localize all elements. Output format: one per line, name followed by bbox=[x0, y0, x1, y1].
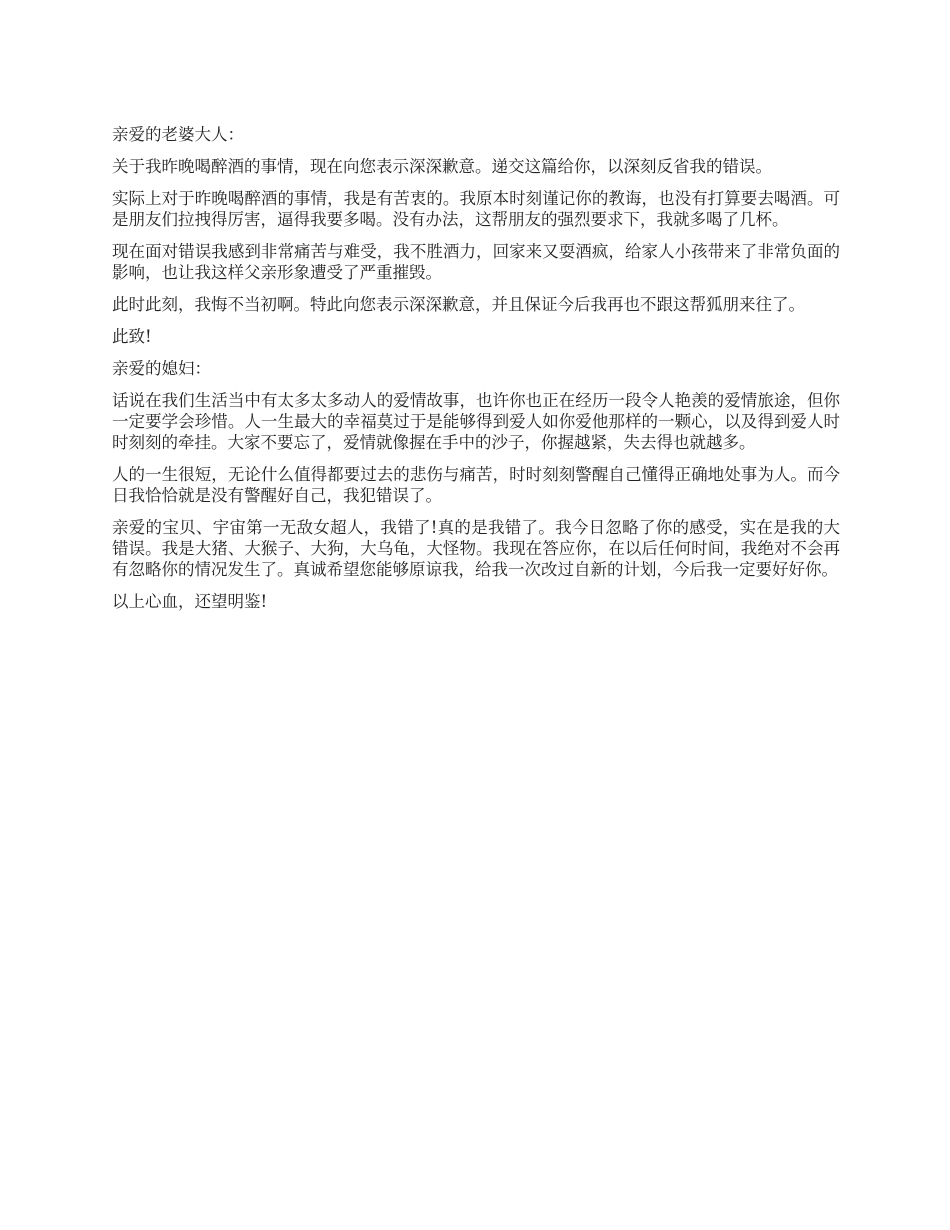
document-body bbox=[112, 124, 840, 623]
paragraph-love-story: 话说在我们生活当中有太多太多动人的爱情故事，也许你也正在经历一段令人艳羡的爱情旅途，但你一定要学会珍惜。人一生最大的幸福莫过于是能够得到爱人如你爱他那样的一颗心，以及得到爱人时时刻刻的牵挂。大家不要忘了，爱情就像握在手中的沙子，你握越紧，失去得也就越多。 bbox=[112, 391, 840, 452]
paragraph-apology-intro: 关于我昨晚喝醉酒的事情，现在向您表示深深歉意。递交这篇给你，以深刻反省我的错误。 bbox=[112, 157, 772, 176]
paragraph-reason: 实际上对于昨晚喝醉酒的事情，我是有苦衷的。我原本时刻谨记你的教诲，也没有打算要去喝酒。可是朋友们拉拽得厉害，逼得我要多喝。没有办法，这帮朋友的强烈要求下，我就多喝了几杯。 bbox=[112, 189, 840, 229]
paragraph-consequence: 现在面对错误我感到非常痛苦与难受，我不胜酒力，回家来又耍酒疯，给家人小孩带来了非常负面的影响，也让我这样父亲形象遭受了严重摧毁。 bbox=[112, 242, 840, 282]
salutation-wife: 亲爱的老婆大人： bbox=[112, 125, 244, 144]
paragraph-sorry: 亲爱的宝贝、宇宙第一无敌女超人，我错了!真的是我错了。我今日忽略了你的感受，实在是我的大错误。我是大猪、大猴子、大狗，大乌龟，大怪物。我现在答应你，在以后任何时间，我绝对不会再有忽略你的情况发生了。真诚希望您能够原谅我，给我一次改过自新的计划，今后我一定要好好你。 bbox=[112, 518, 840, 579]
closing-regards: 此致! bbox=[112, 327, 152, 346]
salutation-dear-wife: 亲爱的媳妇： bbox=[112, 359, 211, 378]
closing-line: 以上心血，还望明鉴! bbox=[112, 592, 268, 611]
paragraph-promise: 此时此刻，我悔不当初啊。特此向您表示深深歉意，并且保证今后我再也不跟这帮狐朋来往了。 bbox=[112, 295, 805, 314]
paragraph-life-short: 人的一生很短，无论什么值得都要过去的悲伤与痛苦，时时刻刻警醒自己懂得正确地处事为人。而今日我恰恰就是没有警醒好自己，我犯错误了。 bbox=[112, 465, 840, 505]
